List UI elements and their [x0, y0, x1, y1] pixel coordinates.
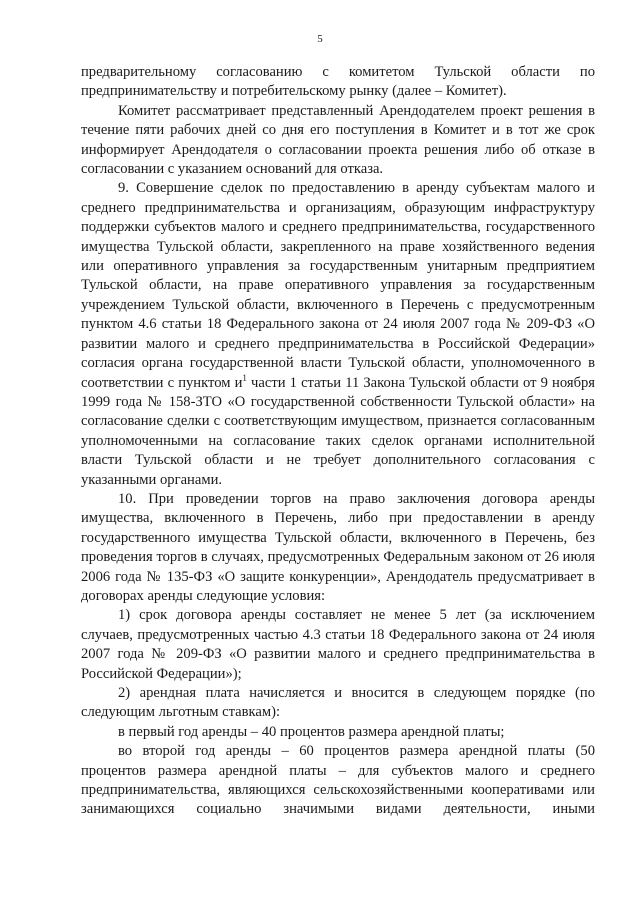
paragraph-item-9 [81, 179, 595, 490]
superscript-marker: 1 [242, 372, 247, 383]
document-body [81, 63, 595, 820]
paragraph-first-year: в первый год аренды – 40 процентов размера арендной платы; [118, 723, 505, 740]
paragraph-continuation: предварительному согласованию с комитетом Тульской области по предпринимательству и потребительскому рынку (далее – Комитет). [81, 64, 595, 100]
page-number: 5 [317, 33, 323, 45]
paragraph-committee-review: Комитет рассматривает представленный Арендодателем проект решения в течение пяти рабочих дней со дня его поступления в Комитет и в тот же срок информирует Арендодателя о согласовании проекта решения либо об отказе в согласовании с указанием оснований для отказа. [81, 102, 595, 178]
paragraph-condition-1: 1) срок договора аренды составляет не менее 5 лет (за исключением случаев, предусмотренных частью 4.3 статьи 18 Федерального закона от 24 июля 2007 года № 209-ФЗ «О развитии малого и среднего предпринимательства в Российской Федерации»); [81, 607, 595, 682]
paragraph-item-9-text: 9. Совершение сделок по предоставлению в аренду субъектам малого и среднего предпринимательства и организациям, образующим инфраструктуру поддержки субъектов малого и среднего предпринимательства, государственного имущества Тульской области, закрепленного на праве хозяйственного ведения или оперативного управления за государственным унитарным предприятием Тульской области, на праве оперативного управления за государственным учреждением Тульской области, включенного в Перечень с предусмотренным пунктом 4.6 статьи 18 Федерального закона от 24 июля 2007 года № 209-ФЗ «О развитии малого и среднего предпринимательства в Российской Федерации» согласия органа государственной власти Тульской области, уполномоченного в соответствии с пунктом и [81, 180, 595, 391]
paragraph-item-9-tail: части 1 статьи 11 Закона Тульской области от 9 ноября 1999 года № 158-ЗТО «О государственной собственности Тульской области» на согласование сделки с соответствующим имуществом, признается согласованным уполномоченными на согласование таких сделок органами исполнительной власти Тульской области и не требует дополнительного согласования с указанными органами. [81, 374, 596, 488]
paragraph-second-year: во второй год аренды – 60 процентов размера арендной платы (50 процентов размера арендной платы – для субъектов малого и среднего предпринимательства, являющихся сельскохозяйственными кооперативами или занимающихся социально значимыми видами деятельности, иными [81, 743, 595, 818]
paragraph-item-10: 10. При проведении торгов на право заключения договора аренды имущества, включенного в Перечень, либо при предоставлении в аренду государственного имущества Тульской области, включенного в Перечень, без проведения торгов в случаях, предусмотренных Федеральным законом от 26 июля 2006 года № 135-ФЗ «О защите конкуренции», Арендодатель предусматривает в договорах аренды следующие условия: [81, 490, 595, 604]
paragraph-condition-2: 2) арендная плата начисляется и вносится в следующем порядке (по следующим льготным ставкам): [81, 685, 595, 721]
